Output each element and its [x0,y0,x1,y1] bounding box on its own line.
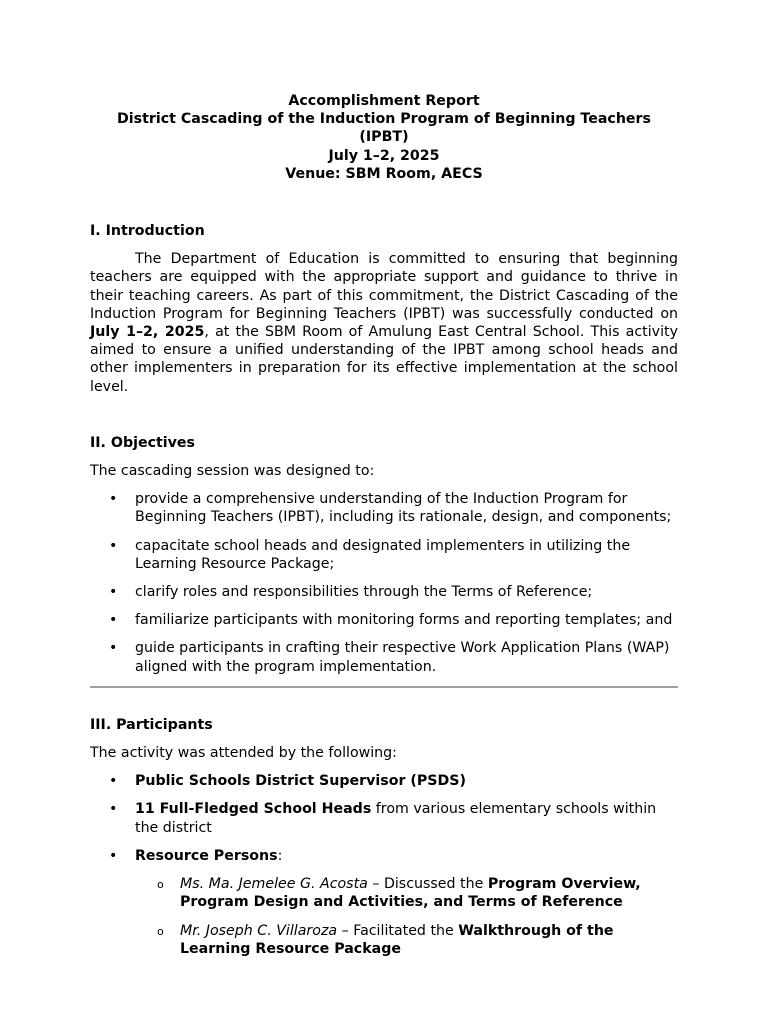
participant-item-school-heads [90,800,678,836]
objectives-list [90,490,678,676]
psds-label: Public Schools District Supervisor (PSDS) [135,773,466,790]
objective-item: • provide a comprehensive understanding of the Induction Program for Beginning Teachers (IPBT), including its rationale, design, and components; [90,490,678,526]
resource-person-topic: Program Overview, Program Design and Activities, and Terms of Reference [180,876,641,911]
report-title-block [90,92,678,183]
section-divider [90,686,678,688]
resource-person-name: Mr. Joseph C. Villaroza [180,922,338,939]
objective-item: • clarify roles and responsibilities through the Terms of Reference; [90,583,678,601]
school-heads-detail: from various elementary schools within the district [135,801,657,836]
resource-person-item [135,875,678,911]
introduction-heading: I. Introduction [90,223,205,240]
participant-item-psds [90,772,678,790]
objectives-heading: II. Objectives [90,434,195,451]
introduction-paragraph [90,250,678,396]
introduction-text-after: , at the SBM Room of Amulung East Central School. This activity aimed to ensure a unified understanding of the IPBT among school heads and other implementers in preparation for its effective implementation at the school level. [90,324,678,395]
introduction-text-before: The Department of Education is committed to ensuring that beginning teachers are equipped with the appropriate support and guidance to thrive in their teaching careers. As part of this commitment, the District Cascading of the Induction Program for Beginning Teachers (IPBT) was successfully conducted on [90,251,678,322]
introduction-date: July 1–2, 2025 [90,324,205,341]
school-heads-label: 11 Full-Fledged School Heads [135,801,372,818]
report-date: July 1–2, 2025 [328,147,440,164]
participants-list [90,772,678,958]
resource-persons-list [135,875,678,958]
report-title: Accomplishment Report [288,93,480,109]
resource-person-topic: Walkthrough of the Learning Resource Package [180,922,614,957]
objectives-lead: The cascading session was designed to: [90,463,375,480]
resource-person-role: – Discussed the [367,876,488,893]
participant-item-resource-persons [90,847,678,958]
resource-person-item [135,922,678,958]
objective-item: • guide participants in crafting their respective Work Application Plans (WAP) aligned with the program implementation. [90,639,678,675]
resource-persons-label: Resource Persons [135,847,278,864]
report-subtitle: District Cascading of the Induction Program of Beginning Teachers (IPBT) [117,111,651,146]
objective-item: • familiarize participants with monitoring forms and reporting templates; and [90,611,678,629]
objective-item: • capacitate school heads and designated implementers in utilizing the Learning Resource Package; [90,537,678,573]
resource-person-role: – Facilitated the [337,922,459,939]
resource-person-name: Ms. Ma. Jemelee G. Acosta [180,876,368,893]
participants-lead: The activity was attended by the following: [90,745,397,762]
resource-persons-colon: : [277,847,283,864]
report-venue: Venue: SBM Room, AECS [285,165,483,182]
participants-heading: III. Participants [90,716,213,733]
